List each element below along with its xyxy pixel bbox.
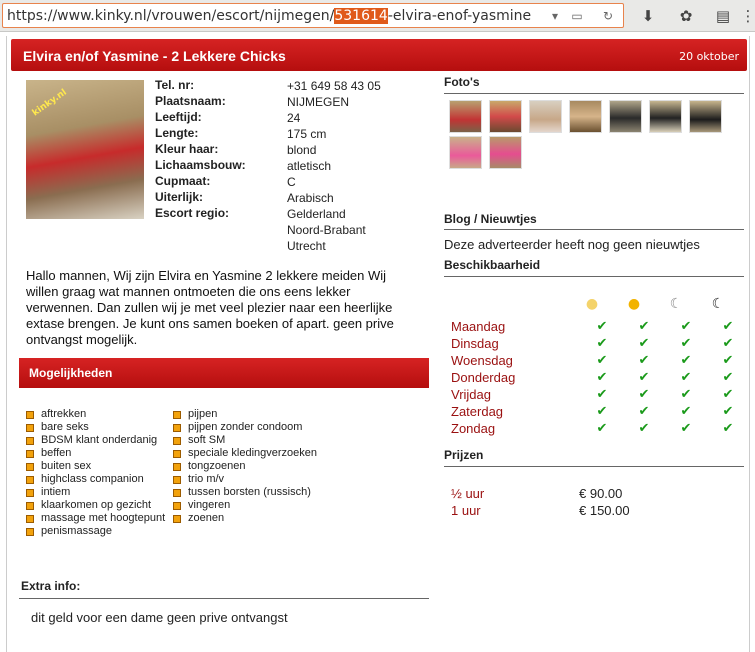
main-photo[interactable]: [26, 80, 144, 219]
availability-day: Woensdag: [451, 353, 513, 368]
photo-thumbnail[interactable]: [449, 100, 482, 133]
check-icon: ✔: [680, 404, 692, 419]
divider: [444, 466, 744, 467]
check-icon: ✔: [722, 336, 734, 351]
list-item: BDSM klant onderdanig: [26, 434, 165, 447]
list-item: tongzoenen: [173, 460, 317, 473]
bullet-icon: [26, 489, 34, 497]
check-icon: ✔: [596, 336, 608, 351]
download-icon[interactable]: ⬇: [641, 7, 655, 25]
list-item: intiem: [26, 486, 165, 499]
reader-view-icon[interactable]: ▭: [571, 9, 583, 23]
photo-thumbnail[interactable]: [529, 100, 562, 133]
list-item: aftrekken: [26, 408, 165, 421]
bullet-icon: [173, 450, 181, 458]
availability-day: Dinsdag: [451, 336, 499, 351]
check-icon: ✔: [680, 336, 692, 351]
list-item: pijpen zonder condoom: [173, 421, 317, 434]
extra-info-text: dit geld voor een dame geen prive ontvangst: [31, 610, 288, 625]
bullet-icon: [26, 476, 34, 484]
divider: [444, 276, 744, 277]
menu-icon[interactable]: ⋮: [740, 7, 755, 25]
list-item: klaarkomen op gezicht: [26, 499, 165, 512]
check-icon: ✔: [596, 353, 608, 368]
photo-thumbnail[interactable]: [489, 136, 522, 169]
list-item: zoenen: [173, 512, 317, 525]
photo-watermark: kinky.nl: [30, 87, 69, 119]
bullet-icon: [173, 476, 181, 484]
description-text: Hallo mannen, Wij zijn Elvira en Yasmine 2 lekkere meiden Wij willen graag wat mannen ontmoeten die ons eens lekker verwennen. Dan zullen wij je met veel plezier naar een heerlijke extase brengen. Je kunt ons samen boeken of apart. geen prive ontvangst mogelijk.: [26, 268, 394, 347]
check-icon: ✔: [722, 404, 734, 419]
check-icon: ✔: [638, 421, 650, 436]
bullet-icon: [173, 502, 181, 510]
browser-toolbar: [0, 0, 755, 32]
extension-icon[interactable]: ✿: [679, 7, 693, 25]
bullet-icon: [26, 424, 34, 432]
check-icon: ✔: [638, 319, 650, 334]
list-item: speciale kledingverzoeken: [173, 447, 317, 460]
options-column-2: [173, 408, 317, 525]
divider: [444, 93, 744, 94]
address-bar[interactable]: [2, 3, 624, 28]
check-icon: ✔: [638, 336, 650, 351]
post-date: 20 oktober: [679, 50, 739, 63]
divider: [444, 229, 744, 230]
blog-text: Deze adverteerder heeft nog geen nieuwtjes: [444, 237, 700, 252]
divider: [19, 598, 429, 599]
morning-sun-icon: ●: [585, 296, 599, 312]
check-icon: ✔: [680, 353, 692, 368]
bullet-icon: [173, 489, 181, 497]
price-value: € 150.00: [579, 503, 630, 518]
price-unit: 1 uur: [451, 503, 481, 518]
availability-day: Donderdag: [451, 370, 516, 385]
list-item: penismassage: [26, 525, 165, 538]
bullet-icon: [26, 528, 34, 536]
check-icon: ✔: [722, 387, 734, 402]
availability-day: Vrijdag: [451, 387, 491, 402]
check-icon: ✔: [638, 353, 650, 368]
check-icon: ✔: [722, 421, 734, 436]
bullet-icon: [26, 411, 34, 419]
bullet-icon: [173, 424, 181, 432]
list-item: buiten sex: [26, 460, 165, 473]
price-value: € 90.00: [579, 486, 623, 501]
afternoon-sun-icon: ●: [627, 296, 641, 312]
check-icon: ✔: [638, 387, 650, 402]
reload-icon[interactable]: ↻: [602, 9, 614, 23]
list-item: tussen borsten (russisch): [173, 486, 317, 499]
list-item: bare seks: [26, 421, 165, 434]
bullet-icon: [173, 411, 181, 419]
extra-info-title: Extra info:: [21, 579, 81, 593]
photo-thumbnail[interactable]: [649, 100, 682, 133]
check-icon: ✔: [722, 370, 734, 385]
check-icon: ✔: [596, 387, 608, 402]
photo-thumbnail[interactable]: [489, 100, 522, 133]
list-item: highclass companion: [26, 473, 165, 486]
check-icon: ✔: [722, 353, 734, 368]
list-item: soft SM: [173, 434, 317, 447]
bullet-icon: [26, 463, 34, 471]
title-bar: [11, 39, 747, 71]
photo-thumbnail[interactable]: [449, 136, 482, 169]
page-title: Elvira en/of Yasmine - 2 Lekkere Chicks: [23, 48, 286, 64]
check-icon: ✔: [680, 387, 692, 402]
list-item: trio m/v: [173, 473, 317, 486]
availability-day: Zondag: [451, 421, 496, 436]
night-moon-icon: ☾: [711, 296, 725, 312]
availability-day: Zaterdag: [451, 404, 504, 419]
bullet-icon: [26, 502, 34, 510]
availability-title: Beschikbaarheid: [444, 258, 541, 272]
options-header: Mogelijkheden: [19, 358, 429, 388]
options-column-1: [26, 408, 165, 538]
url-text[interactable]: https://www.kinky.nl/vrouwen/escort/nijmegen/531614-elvira-enof-yasmine: [7, 8, 532, 24]
list-item: beffen: [26, 447, 165, 460]
dropdown-arrow-icon[interactable]: ▾: [551, 9, 559, 23]
phone-number[interactable]: +31 649 58 43 05: [287, 79, 381, 93]
availability-day: Maandag: [451, 319, 506, 334]
check-icon: ✔: [638, 404, 650, 419]
check-icon: ✔: [596, 319, 608, 334]
bullet-icon: [173, 437, 181, 445]
check-icon: ✔: [722, 319, 734, 334]
check-icon: ✔: [680, 370, 692, 385]
check-icon: ✔: [680, 421, 692, 436]
evening-moon-icon: ☾: [669, 296, 683, 312]
bullet-icon: [26, 437, 34, 445]
page-content: Elvira en/of Yasmine - 2 Lekkere Chicks 20 oktober kinky.nl Tel. nr: +31 649 58 43 05 Plaatsnaam: NIJMEGEN Leeftijd: 24 Lengte: 175 cm Kleur haar: blond Lichaamsbouw: atletisch Cupmaat: C Uiterlijk: Arabisch Escort regio: Gelderland Noord-Brabant Utrecht Hallo mannen, Wij zijn Elvira en Yasmine 2 lekkere meiden Wij willen graag wat mannen ontmoeten die ons eens lekker verwennen. Dan zullen wij je met veel plezier naar een heerlijke extase brengen. Je kunt ons samen boeken of apart. geen prive ontvangst mogelijk. Mogelijkheden aftrekken bare seks BDSM klant onderdanig beffen buiten sex highclass companion intiem klaarkomen op gezicht massage met hoogtepunt penismassage pijpen pijpen zonder condoom soft SM speciale kledingverzoeken tongzoenen trio m/v tussen borsten (russisch) vingeren zoenen Extra info: dit geld voor een dame geen prive ontvangst Foto's Blog / Nieuwtjes Deze adverteerder heeft nog geen nieuwtjes Beschikbaarheid ● ● ☾ ☾ Maandag ✔ ✔ ✔ ✔ Dinsdag ✔ ✔ ✔ ✔ Woensdag ✔ ✔ ✔ ✔ Donderdag ✔ ✔ ✔ ✔ Vrijdag ✔ ✔ ✔ ✔ Zaterdag ✔ ✔ ✔ ✔ Zondag ✔ ✔ ✔ ✔ Prijzen ½ uur € 90.00 1 uur € 150.00: [6, 36, 750, 652]
price-unit: ½ uur: [451, 486, 485, 501]
bullet-icon: [26, 450, 34, 458]
check-icon: ✔: [680, 319, 692, 334]
check-icon: ✔: [596, 404, 608, 419]
clipboard-icon[interactable]: ▤: [715, 7, 731, 25]
list-item: massage met hoogtepunt: [26, 512, 165, 525]
list-item: pijpen: [173, 408, 317, 421]
list-item: vingeren: [173, 499, 317, 512]
prices-title: Prijzen: [444, 448, 484, 462]
check-icon: ✔: [596, 421, 608, 436]
bullet-icon: [173, 515, 181, 523]
bullet-icon: [26, 515, 34, 523]
photo-thumbnail[interactable]: [609, 100, 642, 133]
bullet-icon: [173, 463, 181, 471]
photos-title: Foto's: [444, 75, 480, 89]
check-icon: ✔: [596, 370, 608, 385]
photo-thumbnail[interactable]: [569, 100, 602, 133]
check-icon: ✔: [638, 370, 650, 385]
blog-title: Blog / Nieuwtjes: [444, 212, 537, 226]
photo-thumbnail[interactable]: [689, 100, 722, 133]
